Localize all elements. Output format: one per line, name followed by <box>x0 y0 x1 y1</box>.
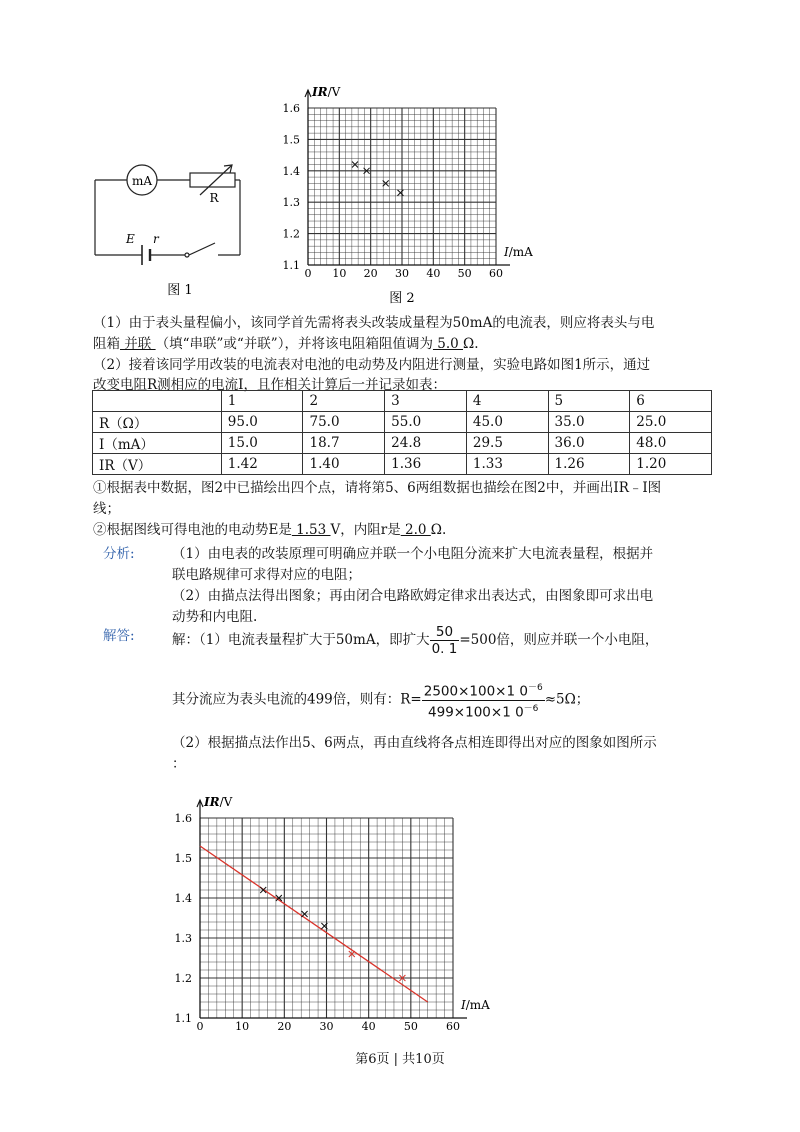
y-tick-label: 1.2 <box>174 972 192 985</box>
resistor-label: R <box>209 191 219 205</box>
y-tick-label: 1.4 <box>282 164 300 178</box>
analysis-1b: 联电路规律可求得对应的电阻； <box>172 567 361 583</box>
y-tick-label: 1.2 <box>282 227 300 241</box>
figure1-caption: 图 1 <box>167 283 193 298</box>
q1-line-a: （1）由于表头量程偏小，该同学首先需将表头改装成量程为50mA的电流表，则应将表头与电 <box>93 315 655 331</box>
x-tick-label: 60 <box>489 267 503 280</box>
x-tick-label: 20 <box>363 267 378 280</box>
q1-line-b: 阻箱 并联 （填“串联”或“并联”），并将该电阻箱阻值调为 5.0 Ω. <box>93 336 479 352</box>
x-tick-label: 60 <box>446 1020 460 1033</box>
y-tick-label: 1.1 <box>282 259 300 272</box>
answer-label: 解答: <box>103 628 135 644</box>
figure2-chart <box>278 75 540 312</box>
y-tick-label: 1.3 <box>282 196 300 210</box>
figure2-caption: 图 2 <box>389 291 415 306</box>
x-tick-label: 10 <box>235 1020 250 1033</box>
solution-line-2: 其分流应为表头电流的499倍，则有：R= $\frac{2500\times 100\times 1 0^{-6}}{499\times 100\times 1 0^{-6}}$ ≈5Ω； <box>172 680 589 720</box>
y-tick-label: 1.6 <box>282 102 300 115</box>
table-row-i: I（mA） 15.0 18.7 24.8 29.5 36.0 48.0 <box>93 433 712 454</box>
x-tick-label: 50 <box>457 267 472 280</box>
y-tick-label: 1.5 <box>282 133 300 147</box>
q2-ii-line: ②根据图线可得电池的电动势E是 1.53 V，内阻r是 2.0 Ω. <box>93 522 447 538</box>
q1-answer-1: 并联 <box>120 336 156 352</box>
x-tick-label: 40 <box>361 1020 376 1033</box>
internal-r-label: r <box>153 232 159 246</box>
answer-chart <box>168 770 508 1042</box>
page-footer: 第6页 | 共10页 <box>355 1052 445 1067</box>
y-axis-label: IR/V <box>312 85 341 99</box>
y-tick-label: 1.5 <box>174 852 192 865</box>
y-tick-label: 1.6 <box>174 812 192 825</box>
x-tick-label: 50 <box>403 1020 418 1033</box>
solution-line-3b: ： <box>172 756 186 772</box>
solution-line-1: 解：（1）电流表量程扩大于50mA，即扩大 $\frac{50}{0. 1}$ =500倍，则应并联一个小电阻， <box>172 624 659 657</box>
fraction-resistance: $\frac{2500\times 100\times 1 0^{-6}}{499\times 100\times 1 0^{-6}}$ <box>422 680 545 720</box>
meter-label: mA <box>131 174 153 188</box>
analysis-1a: （1）由电表的改装原理可明确应并联一个小电阻分流来扩大电流表量程，根据并 <box>172 546 654 562</box>
table-header-row: 1 2 3 4 5 6 <box>93 391 712 412</box>
x-tick-label: 0 <box>196 1020 204 1033</box>
x-tick-label: 10 <box>332 267 347 280</box>
analysis-2b: 动势和内电阻. <box>172 609 258 625</box>
data-table <box>92 390 712 475</box>
x-tick-label: 20 <box>277 1020 292 1033</box>
x-tick-label: 40 <box>426 267 441 280</box>
q2-line-a: （2）接着该同学用改装的电流表对电池的电动势及内阻进行测量，实验电路如图1所示，通过 <box>93 357 651 373</box>
analysis-2a: （2）由描点法得出图象；再由闭合电路欧姆定律求出表达式，由图象即可求出电 <box>172 588 654 604</box>
q1-answer-2: 5.0 <box>432 336 464 352</box>
solution-line-3a: （2）根据描点法作出5、6两点，再由直线将各点相连即得出对应的图象如图所示 <box>172 735 657 751</box>
q2-line-b: 改变电阻R测相应的电流I，且作相关计算后一并记录如表： <box>93 377 446 393</box>
x-tick-label: 0 <box>304 267 312 280</box>
emf-label: E <box>126 232 135 246</box>
x-axis-label: I/mA <box>504 245 533 259</box>
y-tick-label: 1.3 <box>174 932 192 945</box>
y-tick-label: 1.1 <box>174 1012 192 1025</box>
y-axis-label: IR/V <box>204 795 233 809</box>
analysis-label: 分析: <box>103 546 135 562</box>
x-axis-label: I/mA <box>461 998 490 1012</box>
table-row-r: R（Ω） 95.0 75.0 55.0 45.0 35.0 25.0 <box>93 412 712 433</box>
circuit-diagram <box>90 150 250 300</box>
x-tick-label: 30 <box>319 1020 334 1033</box>
emf-answer: 1.53 <box>291 522 331 538</box>
q2-i-line-a: ①根据表中数据，图2中已描绘出四个点，请将第5、6两组数据也描绘在图2中，并画出IR﹣I图 <box>93 480 662 496</box>
fraction-500: $\frac{50}{0. 1}$ <box>431 624 458 657</box>
x-tick-label: 30 <box>395 267 409 280</box>
resistance-answer: 2.0 <box>400 522 431 538</box>
fit-line <box>200 846 428 1002</box>
table-row-ir: IR（V） 1.42 1.40 1.36 1.33 1.26 1.20 <box>93 454 712 475</box>
q2-i-line-b: 线； <box>93 501 120 517</box>
y-tick-label: 1.4 <box>174 892 192 905</box>
